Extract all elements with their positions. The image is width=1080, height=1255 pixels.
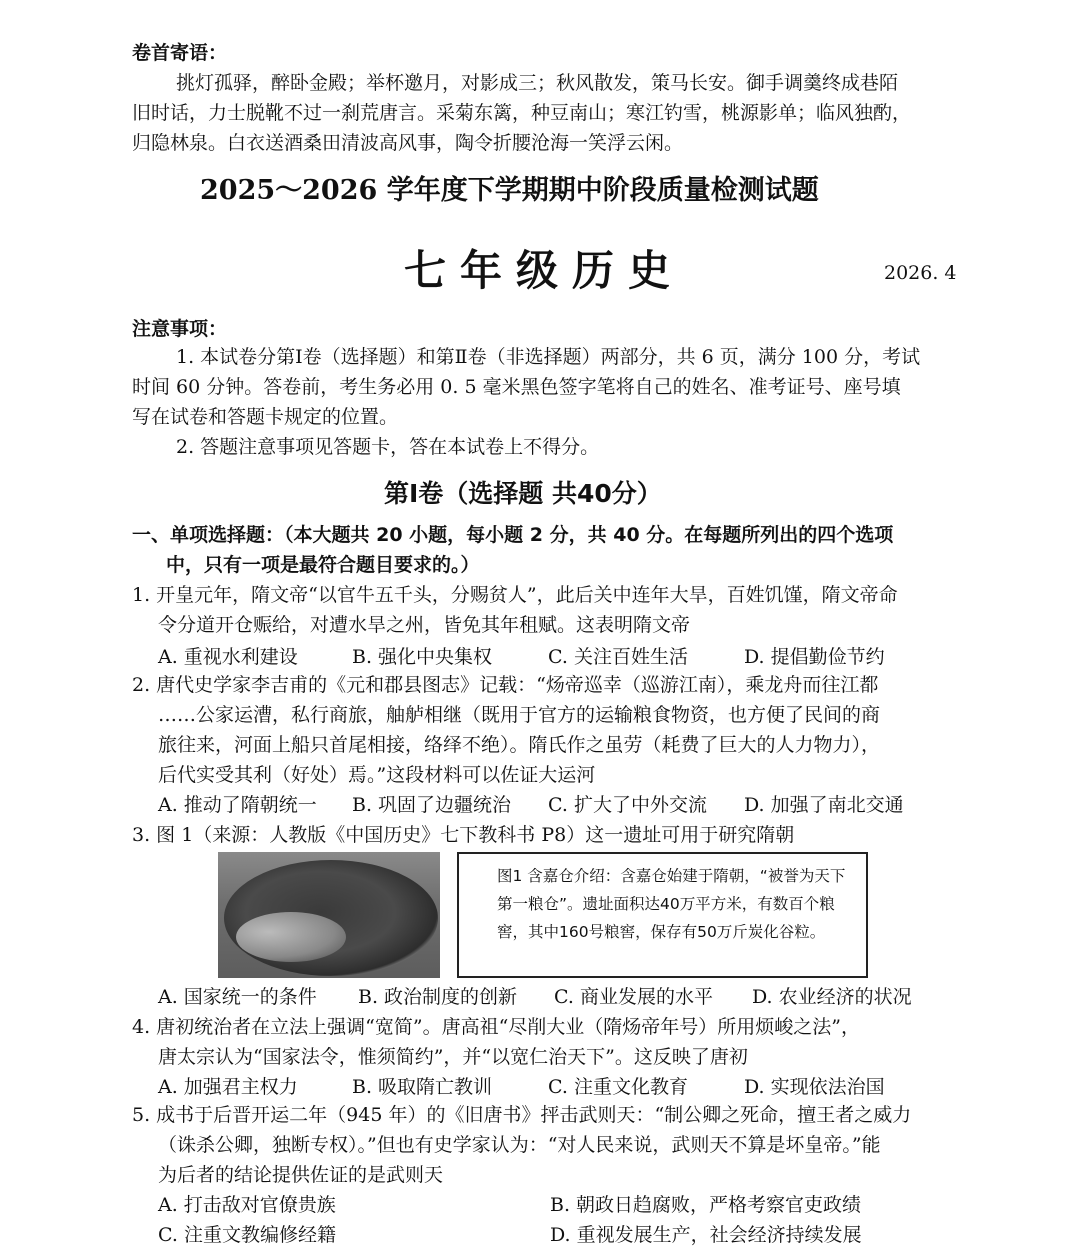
exam-title: 2025～2026 学年度下学期期中阶段质量检测试题 [200,175,819,206]
notice-item-1-line-1: 1. 本试卷分第Ⅰ卷（选择题）和第Ⅱ卷（非选择题）两部分，共 6 页，满分 100 分，考试 [176,346,921,368]
question-2-line-1: 2. 唐代史学家李吉甫的《元和郡县图志》记载：“炀帝巡幸（巡游江南），乘龙舟而往江都 [132,674,879,696]
preface-line-2: 旧时话，力士脱靴不过一刹荒唐言。采菊东篱，种豆南山；寒江钓雪，桃源影单；临风独酌， [132,102,912,124]
question-4-option-b[interactable]: B. 吸取隋亡教训 [352,1076,493,1098]
question-5-line-3: 为后者的结论提供佐证的是武则天 [158,1164,444,1186]
question-2-line-4: 后代实受其利（好处）焉。”这段材料可以佐证大运河 [158,764,596,786]
question-5-option-c[interactable]: C. 注重文教编修经籍 [158,1224,336,1246]
question-5-line-2: （诛杀公卿，独断专权）。”但也有史学家认为：“对人民来说，武则天不算是坏皇帝。”能 [158,1134,881,1156]
question-2-option-c[interactable]: C. 扩大了中外交流 [548,794,707,816]
question-5-line-1: 5. 成书于后晋开运二年（945 年）的《旧唐书》抨击武则天：“制公卿之死命，擅王者之威力 [132,1104,912,1126]
question-5-option-a[interactable]: A. 打击敌对官僚贵族 [158,1194,336,1216]
section1-line-1: 一、单项选择题：（本大题共 20 小题，每小题 2 分，共 40 分。在每题所列出的四个选项 [132,524,894,546]
question-1-option-b[interactable]: B. 强化中央集权 [352,646,493,668]
question-4-option-c[interactable]: C. 注重文化教育 [548,1076,688,1098]
question-4-option-d[interactable]: D. 实现依法治国 [744,1076,885,1098]
part1-heading: 第Ⅰ卷（选择题 共40分） [384,479,662,508]
question-2-option-b[interactable]: B. 巩固了边疆统治 [352,794,512,816]
preface-heading: 卷首寄语： [132,42,228,64]
question-3-option-a[interactable]: A. 国家统一的条件 [158,986,317,1008]
question-1-line-2: 令分道开仓赈给，对遭水旱之州，皆免其年租赋。这表明隋文帝 [158,614,691,636]
preface-line-1: 挑灯孤驿，醉卧金殿；举杯邀月，对影成三；秋风散发，策马长安。御手调羹终成巷陌 [176,72,899,94]
question-2-option-d[interactable]: D. 加强了南北交通 [744,794,904,816]
question-2-line-3: 旅往来，河面上船只首尾相接，络绎不绝）。隋氏作之虽劳（耗费了巨大的人力物力）， [158,734,881,756]
question-4-line-2: 唐太宗认为“国家法令，惟须简约”，并“以宽仁治天下”。这反映了唐初 [158,1046,748,1068]
figure-1-caption: 图1 含嘉仓介绍：含嘉仓始建于隋朝，“被誉为天下第一粮仓”。遗址面积达40万平方米，有数百个粮窖，其中160号粮窖，保存有50万斤炭化谷粒。 [497,867,846,941]
question-2-line-2: ……公家运漕，私行商旅，舳舻相继（既用于官方的运输粮食物资，也方便了民间的商 [158,704,881,726]
granary-photo [218,852,440,978]
question-2-option-a[interactable]: A. 推动了隋朝统一 [158,794,317,816]
question-4-line-1: 4. 唐初统治者在立法上强调“宽简”。唐高祖“尽削大业（隋炀帝年号）所用烦峻之法”， [132,1016,861,1038]
section1-line-2: 中，只有一项是最符合题目要求的。） [166,554,480,576]
question-3-option-d[interactable]: D. 农业经济的状况 [752,986,912,1008]
question-1-option-a[interactable]: A. 重视水利建设 [158,646,298,668]
notice-heading: 注意事项： [132,318,228,340]
figure-1-caption-box [457,852,868,978]
subject-title: 七年级历史 [404,246,685,295]
notice-item-2: 2. 答题注意事项见答题卡，答在本试卷上不得分。 [176,436,600,458]
question-3-option-c[interactable]: C. 商业发展的水平 [554,986,713,1008]
question-3-line-1: 3. 图 1（来源：人教版《中国历史》七下教科书 P8）这一遗址可用于研究隋朝 [132,824,795,846]
question-1-option-c[interactable]: C. 关注百姓生活 [548,646,688,668]
question-1-option-d[interactable]: D. 提倡勤俭节约 [744,646,885,668]
notice-item-1-line-3: 写在试卷和答题卡规定的位置。 [132,406,399,428]
preface-line-3: 归隐林泉。白衣送酒桑田清波高风事，陶令折腰沧海一笑浮云闲。 [132,132,684,154]
notice-item-1-line-2: 时间 60 分钟。答卷前，考生务必用 0. 5 毫米黑色签字笔将自己的姓名、准考证号、座号填 [132,376,901,398]
question-3-option-b[interactable]: B. 政治制度的创新 [358,986,518,1008]
question-5-option-b[interactable]: B. 朝政日趋腐败，严格考察官吏政绩 [550,1194,862,1216]
granary-pit-highlight [236,912,346,962]
question-4-option-a[interactable]: A. 加强君主权力 [158,1076,298,1098]
exam-date: 2026. 4 [884,262,957,284]
question-1-line-1: 1. 开皇元年，隋文帝“以官牛五千头，分赐贫人”，此后关中连年大旱，百姓饥馑，隋文帝命 [132,584,898,606]
question-5-option-d[interactable]: D. 重视发展生产，社会经济持续发展 [550,1224,862,1246]
